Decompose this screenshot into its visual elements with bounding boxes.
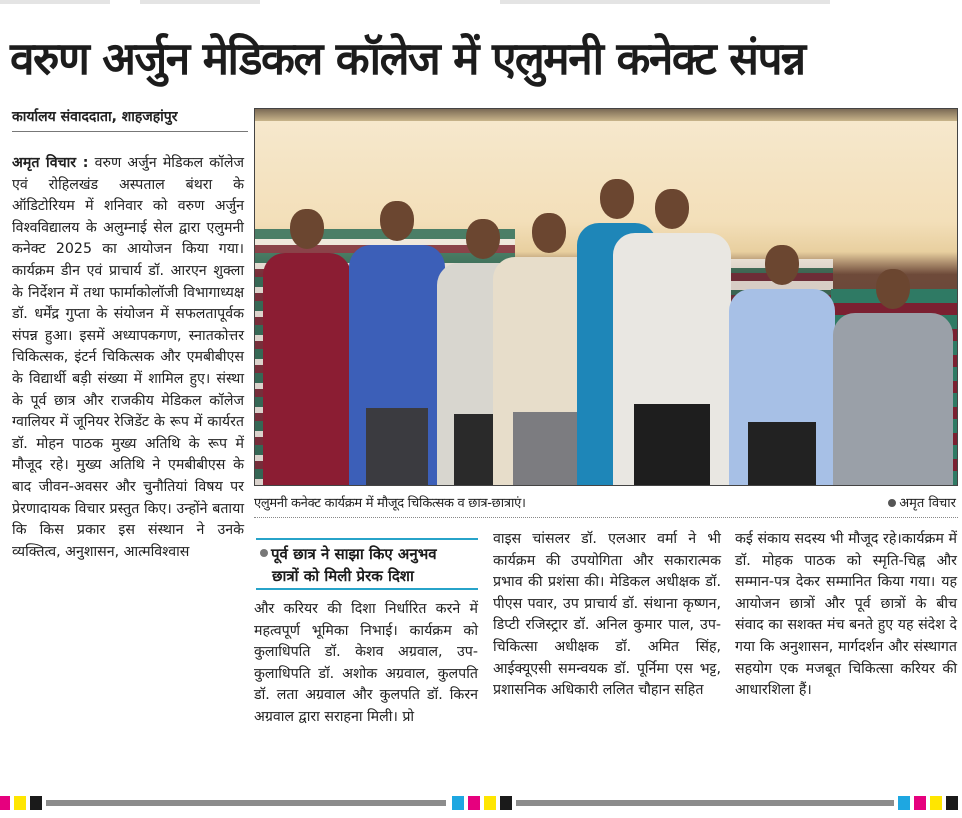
lead-source: अमृत विचार : <box>12 155 89 171</box>
bullet-icon <box>888 499 896 507</box>
subheading-line-2: छात्रों को मिली प्रेरक दिशा <box>272 567 414 585</box>
person-6 <box>613 233 731 485</box>
person-2 <box>349 245 445 485</box>
black-swatch <box>946 796 958 810</box>
article-column-2 <box>254 599 478 729</box>
person-1 <box>263 253 351 485</box>
magenta-swatch <box>468 796 480 810</box>
subheading-box <box>256 538 478 590</box>
photo-credit-text: अमृत विचार <box>899 496 956 511</box>
article-column-4 <box>735 529 957 702</box>
yellow-swatch <box>930 796 942 810</box>
photo-caption-row <box>254 494 958 518</box>
photo-credit <box>888 494 956 514</box>
column-2-text: और करियर की दिशा निर्धारित करने में महत्वपूर्ण भूमिका निभाई। कार्यक्रम को कुलाधिपति डॉ. केशव अग्रवाल, उप-कुलाधिपति डॉ. अशोक अग्रवाल, कुलपति डॉ. लता अग्रवाल और कुलपति डॉ. किरन अग्रवाल द्वारा सराहना मिली। प्रो <box>254 601 478 725</box>
print-registration-strip <box>0 796 962 810</box>
black-swatch <box>30 796 42 810</box>
bullet-icon <box>260 549 268 557</box>
magenta-swatch <box>0 796 10 810</box>
column-4-text: कई संकाय सदस्य भी मौजूद रहे।कार्यक्रम में डॉ. मोहक पाठक को स्मृति-चिह्न और सम्मान-पत्र देकर सम्मानित किया गया। यह आयोजन छात्रों और पूर्व छात्रों के बीच संवाद का सशक्त मंच बनते हुए यह संदेश दे गया कि अनुशासन, मार्गदर्शन और संस्थागत सहयोग एक मजबूत चिकित्सा करियर की आधारशिला हैं। <box>735 531 957 699</box>
person-8 <box>833 313 953 485</box>
black-swatch <box>500 796 512 810</box>
top-bleed-strip <box>0 0 962 8</box>
column-3-text: वाइस चांसलर डॉ. एलआर वर्मा ने भी कार्यक्रम की उपयोगिता और सकारात्मक प्रभाव की प्रशंसा की। मेडिकल अधीक्षक डॉ. पीएस पवार, उप प्राचार्य डॉ. संथाना कृष्णन, डिप्टी रजिस्ट्रार डॉ. अनिल कुमार पाल, उप-चिकित्सा अधीक्षक डॉ. अमित सिंह, आईक्यूएसी समन्वयक डॉ. पूर्निमा एस भट्ट, प्रशासनिक अधिकारी ललित चौहान सहित <box>493 531 721 699</box>
subheading-line-1: पूर्व छात्र ने साझा किए अनुभव <box>271 545 437 563</box>
yellow-swatch <box>14 796 26 810</box>
person-7 <box>729 289 835 485</box>
photo-caption: एलुमनी कनेक्ट कार्यक्रम में मौजूद चिकित्सक व छात्र-छात्राएं। <box>254 496 526 511</box>
article-column-3 <box>493 529 721 702</box>
gray-bar <box>516 800 894 806</box>
auditorium-ceiling <box>255 109 957 121</box>
gray-bar <box>46 800 446 806</box>
cyan-swatch <box>898 796 910 810</box>
magenta-swatch <box>914 796 926 810</box>
yellow-swatch <box>484 796 496 810</box>
byline: कार्यालय संवाददाता, शाहजहांपुर <box>12 106 248 132</box>
article-column-1 <box>12 153 244 563</box>
event-photo <box>254 108 958 486</box>
cyan-swatch <box>452 796 464 810</box>
headline: वरुण अर्जुन मेडिकल कॉलेज में एलुमनी कनेक्ट संपन्न <box>10 32 805 85</box>
column-1-text: वरुण अर्जुन मेडिकल कॉलेज एवं रोहिलखंड अस्पताल बंथरा के ऑडिटोरियम में शनिवार को वरुण अर्जुन विश्वविद्यालय के अलुम्नाई सेल द्वारा एलुमनी कनेक्ट 2025 का आयोजन किया गया। कार्यक्रम डीन एवं प्राचार्य डॉ. आरएन शुक्ला के निर्देशन में तथा फार्माकोलॉजी विभागाध्यक्ष डॉ. धर्मेंद्र गुप्ता के संयोजन में सफलतापूर्वक संपन्न हुआ। इसमें अध्यापकगण, स्नातकोत्तर चिकित्सक, इंटर्न चिकित्सक और एमबीबीएस के विद्यार्थी बड़ी संख्या में शामिल हुए। संस्था के पूर्व छात्र और राजकीय मेडिकल कॉलेज ग्वालियर में जूनियर रेजिडेंट के रूप में कार्यरत डॉ. मोहन पाठक मुख्य अतिथि के रूप में मौजूद रहे। मुख्य अतिथि ने एमबीबीएस के बाद जीवन-अवसर और चुनौतियां विषय पर प्रेरणादायक विचार प्रस्तुत किए। उन्होंने बताया कि किस प्रकार इस संस्थान ने उनके व्यक्तित्व, अनुशासन, आत्मविश्वास <box>12 155 244 560</box>
